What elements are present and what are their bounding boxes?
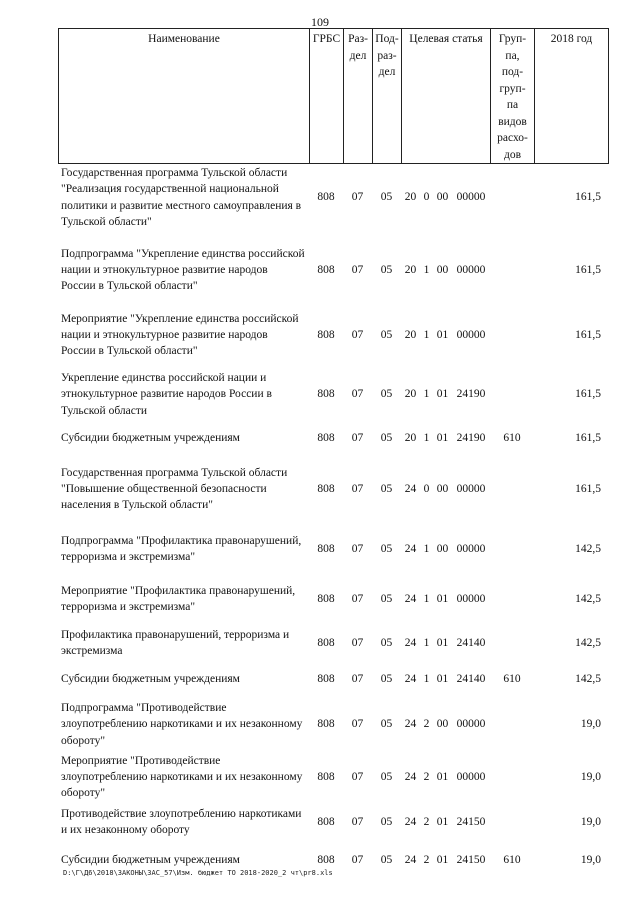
row-target-direction: 24140 bbox=[456, 636, 486, 649]
row-name: Мероприятие "Укрепление единства российской нации и этнокультурное развитие народов России в Тульской области" bbox=[61, 312, 299, 358]
row-target-event: 01 bbox=[436, 388, 449, 401]
row-target-direction: 00000 bbox=[456, 482, 486, 495]
row-expense-type bbox=[490, 574, 534, 624]
row-name: Профилактика правонарушений, терроризма и экстремизма bbox=[61, 628, 290, 657]
row-target-event: 00 bbox=[436, 482, 449, 495]
row-target-direction: 00000 bbox=[456, 718, 486, 731]
row-expense-type: 610 bbox=[503, 853, 521, 866]
row-target-program: 24 bbox=[404, 636, 417, 649]
row-name: Противодействие злоупотреблению наркотиками и их незаконному обороту bbox=[61, 807, 302, 837]
row-expense-type bbox=[490, 753, 534, 802]
row-target-subprogram: 1 bbox=[423, 328, 430, 341]
row-grbs: 808 bbox=[317, 816, 335, 828]
row-target-program: 24 bbox=[404, 816, 417, 828]
row-podrazdel: 05 bbox=[380, 636, 393, 649]
row-name: Укрепление единства российской нации и этнокультурное развитие народов России в Тульской области bbox=[61, 372, 272, 417]
row-podrazdel: 05 bbox=[380, 431, 393, 444]
header-expense-type: Груп- па, под- груп- па видов расхо- дов bbox=[491, 29, 535, 164]
row-amount: 142,5 bbox=[575, 542, 601, 555]
row-target-event: 01 bbox=[436, 771, 449, 784]
table-row bbox=[58, 753, 608, 802]
row-target-subprogram: 1 bbox=[423, 636, 430, 649]
row-target-program: 20 bbox=[404, 263, 417, 276]
row-razdel: 07 bbox=[351, 388, 364, 401]
row-podrazdel: 05 bbox=[380, 816, 393, 828]
table-row bbox=[58, 624, 608, 662]
row-razdel: 07 bbox=[351, 431, 364, 444]
row-target-program: 24 bbox=[404, 853, 417, 866]
row-expense-type bbox=[490, 524, 534, 574]
row-target-program: 24 bbox=[404, 718, 417, 731]
row-amount: 142,5 bbox=[575, 672, 601, 685]
row-podrazdel: 05 bbox=[380, 592, 393, 605]
row-grbs: 808 bbox=[317, 388, 335, 401]
page-number: 109 bbox=[311, 15, 329, 29]
row-podrazdel: 05 bbox=[380, 328, 393, 341]
row-amount: 19,0 bbox=[580, 771, 601, 784]
table-row bbox=[58, 574, 608, 624]
row-expense-type bbox=[490, 624, 534, 662]
row-expense-type bbox=[490, 454, 534, 524]
row-target-event: 01 bbox=[436, 431, 449, 444]
table-row bbox=[58, 303, 608, 367]
row-razdel: 07 bbox=[351, 263, 364, 276]
row-amount: 161,5 bbox=[575, 191, 601, 204]
row-razdel: 07 bbox=[351, 592, 364, 605]
row-amount: 161,5 bbox=[575, 328, 601, 341]
row-target-subprogram: 1 bbox=[423, 542, 430, 555]
row-target-program: 24 bbox=[404, 542, 417, 555]
row-target-subprogram: 1 bbox=[423, 672, 430, 685]
row-target-event: 00 bbox=[436, 542, 449, 555]
row-name: Субсидии бюджетным учреждениям bbox=[61, 431, 240, 444]
row-target-subprogram: 0 bbox=[423, 191, 430, 204]
row-target-subprogram: 2 bbox=[423, 771, 430, 784]
row-target-direction: 24150 bbox=[456, 816, 486, 828]
row-grbs: 808 bbox=[317, 328, 335, 341]
row-target-direction: 00000 bbox=[456, 191, 486, 204]
row-razdel: 07 bbox=[351, 191, 364, 204]
row-amount: 161,5 bbox=[575, 431, 601, 444]
row-target-direction: 00000 bbox=[456, 263, 486, 276]
row-target-event: 01 bbox=[436, 328, 449, 341]
row-target-subprogram: 1 bbox=[423, 592, 430, 605]
row-amount: 142,5 bbox=[575, 636, 601, 649]
row-razdel: 07 bbox=[351, 816, 364, 828]
row-target-event: 01 bbox=[436, 853, 449, 866]
header-name: Наименование bbox=[59, 29, 310, 164]
table-header bbox=[58, 28, 609, 164]
row-amount: 142,5 bbox=[575, 592, 601, 605]
row-target-direction: 24140 bbox=[456, 672, 486, 685]
row-expense-type bbox=[490, 696, 534, 753]
row-target-event: 00 bbox=[436, 191, 449, 204]
row-expense-type: 610 bbox=[503, 672, 521, 685]
row-expense-type bbox=[490, 367, 534, 422]
row-podrazdel: 05 bbox=[380, 263, 393, 276]
row-name: Подпрограмма "Профилактика правонарушений, терроризма и экстремизма" bbox=[61, 534, 302, 563]
row-name: Государственная программа Тульской области "Повышение общественной безопасности населения в Тульской области" bbox=[61, 466, 288, 512]
row-expense-type: 610 bbox=[503, 431, 521, 444]
table-row bbox=[58, 367, 608, 422]
row-amount: 161,5 bbox=[575, 388, 601, 401]
row-name: Подпрограмма "Укрепление единства российской нации и этнокультурное развитие народов России в Тульской области" bbox=[61, 247, 305, 293]
row-name: Мероприятие "Профилактика правонарушений, терроризма и экстремизма" bbox=[61, 584, 296, 613]
table-row bbox=[58, 696, 608, 753]
budget-table bbox=[58, 158, 608, 877]
header-podrazdel: Под- раз- дел bbox=[373, 29, 402, 164]
header-year: 2018 год bbox=[535, 29, 609, 164]
table-row bbox=[58, 158, 608, 237]
row-grbs: 808 bbox=[317, 263, 335, 276]
row-target-event: 01 bbox=[436, 592, 449, 605]
row-grbs: 808 bbox=[317, 191, 335, 204]
row-amount: 19,0 bbox=[580, 853, 601, 866]
row-target-program: 24 bbox=[404, 592, 417, 605]
row-target-event: 01 bbox=[436, 636, 449, 649]
row-podrazdel: 05 bbox=[380, 388, 393, 401]
row-target-subprogram: 2 bbox=[423, 718, 430, 731]
row-target-direction: 00000 bbox=[456, 542, 486, 555]
row-razdel: 07 bbox=[351, 718, 364, 731]
row-amount: 19,0 bbox=[580, 718, 601, 731]
row-grbs: 808 bbox=[317, 542, 335, 555]
row-target-program: 20 bbox=[404, 388, 417, 401]
row-razdel: 07 bbox=[351, 771, 364, 784]
row-grbs: 808 bbox=[317, 592, 335, 605]
row-target-subprogram: 2 bbox=[423, 853, 430, 866]
row-target-direction: 24190 bbox=[456, 431, 486, 444]
row-target-program: 24 bbox=[404, 672, 417, 685]
row-name: Государственная программа Тульской области "Реализация государственной национальной политики и развитие местного самоуправления в Тульской области" bbox=[61, 167, 302, 228]
row-target-program: 20 bbox=[404, 328, 417, 341]
row-expense-type bbox=[490, 802, 534, 843]
table-row bbox=[58, 662, 608, 696]
row-name: Мероприятие "Противодействие злоупотреблению наркотиками и их незаконному обороту" bbox=[61, 755, 303, 800]
table-row bbox=[58, 454, 608, 524]
table-row bbox=[58, 802, 608, 843]
row-target-program: 20 bbox=[404, 191, 417, 204]
row-target-direction: 00000 bbox=[456, 328, 486, 341]
table-row bbox=[58, 237, 608, 303]
row-expense-type bbox=[490, 303, 534, 367]
row-target-direction: 00000 bbox=[456, 771, 486, 784]
row-podrazdel: 05 bbox=[380, 542, 393, 555]
row-target-event: 01 bbox=[436, 816, 449, 828]
row-razdel: 07 bbox=[351, 328, 364, 341]
header-razdel: Раз- дел bbox=[344, 29, 373, 164]
row-podrazdel: 05 bbox=[380, 718, 393, 731]
row-target-event: 01 bbox=[436, 672, 449, 685]
row-target-program: 24 bbox=[404, 771, 417, 784]
row-target-program: 24 bbox=[404, 482, 417, 495]
row-target-direction: 00000 bbox=[456, 592, 486, 605]
row-amount: 19,0 bbox=[580, 816, 601, 828]
row-target-event: 00 bbox=[436, 718, 449, 731]
row-target-subprogram: 2 bbox=[423, 816, 430, 828]
row-target-subprogram: 0 bbox=[423, 482, 430, 495]
row-target-subprogram: 1 bbox=[423, 431, 430, 444]
row-grbs: 808 bbox=[317, 672, 335, 685]
row-grbs: 808 bbox=[317, 771, 335, 784]
row-target-direction: 24190 bbox=[456, 388, 486, 401]
row-grbs: 808 bbox=[317, 853, 335, 866]
row-expense-type bbox=[490, 237, 534, 303]
row-name: Субсидии бюджетным учреждениям bbox=[61, 853, 240, 866]
row-target-subprogram: 1 bbox=[423, 263, 430, 276]
row-grbs: 808 bbox=[317, 482, 335, 495]
table-row bbox=[58, 524, 608, 574]
header-grbs: ГРБС bbox=[310, 29, 344, 164]
row-expense-type bbox=[490, 158, 534, 237]
row-name: Субсидии бюджетным учреждениям bbox=[61, 672, 240, 685]
row-razdel: 07 bbox=[351, 672, 364, 685]
row-razdel: 07 bbox=[351, 853, 364, 866]
row-target-subprogram: 1 bbox=[423, 388, 430, 401]
table-row bbox=[58, 422, 608, 454]
footer-file-path: D:\Г\Д6\2018\ЗАКОНЫ\ЗАС_57\Изм. бюджет ТО 2018-2020_2 чт\pr8.xls bbox=[63, 869, 333, 877]
row-grbs: 808 bbox=[317, 431, 335, 444]
row-podrazdel: 05 bbox=[380, 672, 393, 685]
header-target-article: Целевая статья bbox=[402, 29, 491, 164]
row-podrazdel: 05 bbox=[380, 482, 393, 495]
row-target-event: 00 bbox=[436, 263, 449, 276]
row-amount: 161,5 bbox=[575, 482, 601, 495]
row-podrazdel: 05 bbox=[380, 853, 393, 866]
row-podrazdel: 05 bbox=[380, 771, 393, 784]
row-grbs: 808 bbox=[317, 718, 335, 731]
row-razdel: 07 bbox=[351, 636, 364, 649]
row-target-direction: 24150 bbox=[456, 853, 486, 866]
row-name: Подпрограмма "Противодействие злоупотреблению наркотиками и их незаконному обороту" bbox=[61, 702, 303, 747]
row-podrazdel: 05 bbox=[380, 191, 393, 204]
row-grbs: 808 bbox=[317, 636, 335, 649]
row-amount: 161,5 bbox=[575, 263, 601, 276]
row-razdel: 07 bbox=[351, 482, 364, 495]
row-target-program: 20 bbox=[404, 431, 417, 444]
row-razdel: 07 bbox=[351, 542, 364, 555]
